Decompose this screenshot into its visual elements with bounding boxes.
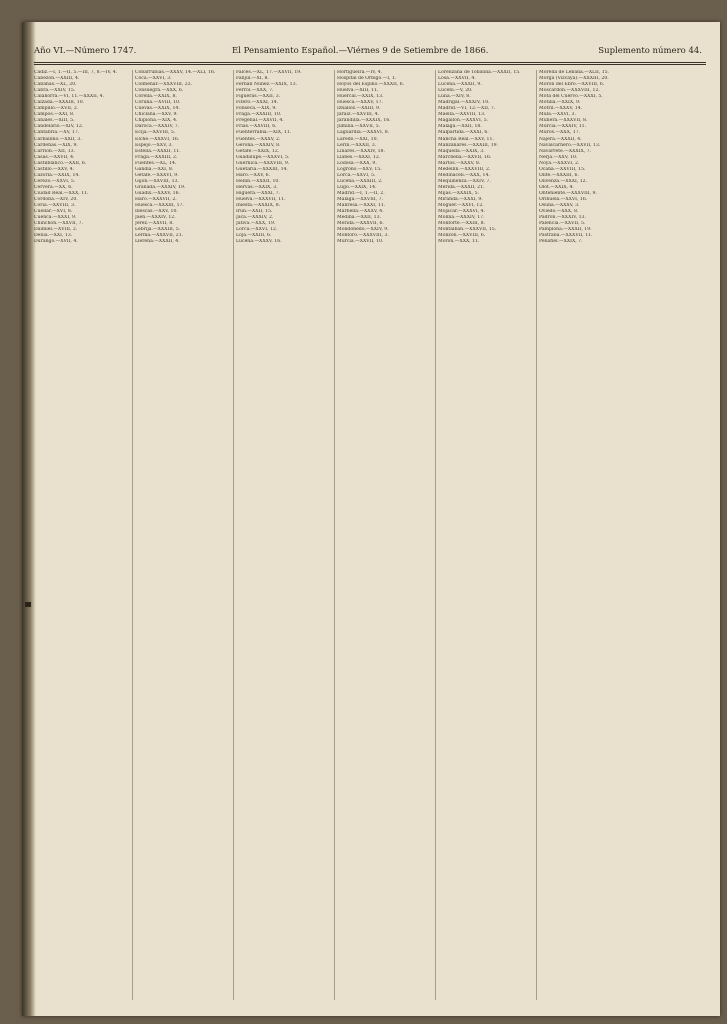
index-entry: Irun.—XXII, 15. bbox=[236, 209, 273, 215]
column-divider bbox=[334, 70, 335, 1000]
index-entry: Cadiz.—I, 1.—II, 5.—III, 7, 8.—IV, 4. bbox=[34, 70, 118, 75]
index-entry: Candelario.—XIV, 12. bbox=[34, 124, 84, 130]
index-entry: Chipiona.—XIX, 4. bbox=[135, 118, 178, 124]
index-entry: Logroño.—XXV, 15. bbox=[337, 166, 382, 172]
index-entry: Coria.—XXVIII, 3. bbox=[34, 203, 76, 209]
index-entry: Marchena.—XXVII, 16. bbox=[438, 154, 492, 160]
index-entry: Madrid.—VI, 12.—XII, 7. bbox=[438, 106, 496, 112]
index-entry: Maella.—XXVIII, 13. bbox=[438, 112, 486, 118]
index-entry: Medellin.—XXXVIII, 2. bbox=[438, 166, 491, 172]
index-entry: Cuellar.—XVI, 8. bbox=[34, 209, 73, 215]
index-entry: Medinaceli.—XXX, 14. bbox=[438, 172, 490, 178]
index-entry: Fraga.—XXXIII, 2. bbox=[135, 154, 178, 160]
index-entry: Madrigal.—XXXIV, 10. bbox=[438, 100, 490, 106]
index-entry: Mijas.—XXXIX, 5. bbox=[438, 190, 479, 196]
index-entry: Colmenar.—XXXVIII, 23. bbox=[135, 82, 193, 88]
index-entry: Ocaña.—XXVIII, 15. bbox=[539, 166, 586, 172]
index-entry: Mondoñedo.—XXIV, 9. bbox=[337, 227, 389, 233]
index-entry: Jarandilla.—XXXIX, 16. bbox=[337, 118, 391, 124]
index-entry: Montoro.—XXXVIII, 3. bbox=[337, 233, 389, 239]
index-entry: Olot.—XXIX, 4. bbox=[539, 184, 574, 190]
index-entry: Morón del Ebro.—XXVIII, 6. bbox=[539, 82, 605, 88]
index-entry: Guernica.—XXXVIII, 9. bbox=[236, 160, 290, 166]
index-column-1 bbox=[34, 70, 130, 1005]
index-entry: Padron.—XXXIV, 13. bbox=[539, 215, 586, 221]
index-entry: Malpartida.—XXXI, 6. bbox=[438, 130, 489, 136]
index-entry: Olivenza.—XXXI, 12. bbox=[539, 178, 588, 184]
index-entry: Fuenterrabia.—XIX, 11. bbox=[236, 130, 292, 136]
index-entry: Orihuela.—XXVI, 16. bbox=[539, 196, 588, 202]
index-entry: Castilblanco.—XXII, 6. bbox=[34, 160, 87, 166]
index-entry: Muros.—XXX, 17. bbox=[539, 130, 581, 136]
index-entry: Morga (Vizcaya).—XXXIII, 20. bbox=[539, 76, 609, 82]
index-entry: Merida.—XXXVII, 6. bbox=[337, 221, 384, 227]
index-entry: Fernan Nuñez.—XXIX, 13. bbox=[236, 82, 297, 88]
index-entry: Gandia.—XXI, 8. bbox=[135, 166, 174, 172]
index-entry: Fuentes.—XXXV, 2. bbox=[236, 136, 281, 142]
index-entry: Luna.—XIV, 8. bbox=[438, 94, 471, 100]
index-entry: Cantabria.—XV, 17. bbox=[34, 130, 80, 136]
index-entry: Peñafiel.—XXIX, 7. bbox=[539, 239, 583, 245]
index-entry: Hoyos del Espino.—XXXII, 6. bbox=[337, 82, 405, 88]
index-entry: Ciudad Real.—XXX, 11. bbox=[34, 190, 89, 196]
index-entry: Cobarrubias.—XXXV, 14.—XLI, 16. bbox=[135, 70, 216, 75]
index-entry: Malaga.—XXII, 18. bbox=[438, 124, 482, 130]
index-entry: Ferrol.—XXX, 7. bbox=[236, 88, 274, 94]
index-entry: Guadix.—XXXV, 16. bbox=[135, 190, 180, 196]
index-entry: Cazorla.—XXIX, 14. bbox=[34, 172, 80, 178]
index-entry: Cordoba.—XIV, 20. bbox=[34, 196, 78, 202]
index-entry: Lugo.—XXIX, 14. bbox=[337, 184, 377, 190]
index-entry: Medina.—XXII, 13. bbox=[337, 215, 381, 221]
index-entry: Figueras.—XXII, 3. bbox=[236, 94, 281, 100]
index-entry: Noya.—XXXVI, 2. bbox=[539, 160, 580, 166]
index-entry: Canales.—XIII, 5. bbox=[34, 118, 75, 124]
index-entry: Jativa.—XXX, 19. bbox=[236, 221, 276, 227]
index-entry: Miranda.—XXXI, 9. bbox=[438, 196, 483, 202]
index-entry: Fitero.—XXXI, 14. bbox=[236, 100, 279, 106]
index-entry: Fregenal.—XXVII, 4. bbox=[236, 118, 284, 124]
index-entry: Magallon.—XXXVI, 5. bbox=[438, 118, 489, 124]
index-entry: Durango.—XVII, 4. bbox=[34, 239, 78, 245]
index-entry: Olite.—XXXIII, 6. bbox=[539, 172, 579, 178]
index-entry: Chiclana.—XXV, 9. bbox=[135, 112, 178, 118]
index-entry: Pastrana.—XXXVII, 11. bbox=[539, 233, 593, 239]
index-entry: Maqueda.—XXIX, 3. bbox=[438, 148, 485, 154]
issue-number: Año VI.—Número 1747. bbox=[34, 46, 137, 56]
index-entry: Osuna.—XXXV, 3. bbox=[539, 203, 580, 209]
index-entry: Jerez.—XXVII, 8. bbox=[135, 221, 174, 227]
index-entry: Huelva.—XXXVII, 11. bbox=[236, 196, 286, 202]
index-entry: Corella.—XXIX, 8. bbox=[135, 94, 177, 100]
index-entry: Mula.—XXVI, 3. bbox=[539, 112, 576, 118]
index-entry: Jaraiz.—XXVIII, 4. bbox=[337, 112, 380, 118]
index-entry: Moron.—XXX, 11. bbox=[438, 239, 480, 245]
index-entry: Fanjul.—XI, 8. bbox=[236, 76, 269, 82]
index-entry: Haro.—XXV, 6. bbox=[236, 172, 271, 178]
index-entry: Laredo.—XXI, 10. bbox=[337, 136, 378, 142]
index-column-6 bbox=[539, 70, 635, 1005]
index-entry: Onteniente.—XXXVIII, 9. bbox=[539, 190, 597, 196]
index-entry: Coruña.—XVIII, 10. bbox=[135, 100, 181, 106]
index-entry: Carrion.—XII, 13. bbox=[34, 148, 76, 154]
index-entry: Granada.—XXXIV, 19. bbox=[135, 184, 186, 190]
index-entry: Llanes.—XXXI, 12. bbox=[337, 154, 381, 160]
index-column-3 bbox=[236, 70, 332, 1005]
index-entry: Mequinenza.—XXIV, 7. bbox=[438, 178, 491, 184]
index-entry: Monforte.—XXIII, 8. bbox=[438, 221, 485, 227]
column-divider bbox=[536, 70, 537, 1000]
index-entry: Martos.—XXXV, 8. bbox=[438, 160, 481, 166]
index-entry: Lerín.—XXXII, 3. bbox=[337, 142, 377, 148]
index-entry: Monzon.—XXVIII, 6. bbox=[438, 233, 486, 239]
index-entry: Fraga.—XXXIII, 10. bbox=[236, 112, 282, 118]
index-entry: Mancha Real.—XXV, 11. bbox=[438, 136, 494, 142]
column-divider bbox=[132, 70, 133, 1000]
index-entry: Daroca.—XXXIV, 7. bbox=[135, 124, 180, 130]
index-entry: Malaga.—XXVIII, 7. bbox=[337, 196, 383, 202]
index-entry: Cervera.—XX, 6. bbox=[34, 184, 73, 190]
index-entry: Casas.—XXVII, 4. bbox=[34, 154, 75, 160]
index-entry: Hellin.—XXXII, 10. bbox=[236, 178, 280, 184]
index-entry: Mojacar.—XXXVI, 4. bbox=[438, 209, 485, 215]
index-entry: Estella.—XXXII, 11. bbox=[135, 148, 181, 154]
index-entry: Gerona.—XXXIV, 8. bbox=[236, 142, 281, 148]
index-entry: Guetaria.—XXXIII, 14. bbox=[236, 166, 288, 172]
index-entry: Huesca.—XXXIII, 17. bbox=[135, 203, 184, 209]
index-entry: Marbella.—XXXV, 4. bbox=[337, 209, 384, 215]
index-entry: Lerma.—XXXVII, 21. bbox=[135, 233, 184, 239]
index-entry: Elche.—XXXVI, 16. bbox=[135, 136, 180, 142]
index-entry: Iznalloz.—XXIII, 9. bbox=[337, 106, 381, 112]
index-entry: Huesca.—XXXV, 17. bbox=[337, 100, 383, 106]
index-entry: Munera.—XXXVII, 8. bbox=[539, 118, 588, 124]
index-entry: Frias.—XXVIII, 6. bbox=[236, 124, 277, 130]
index-entry: Loja.—XXIII, 6. bbox=[236, 233, 272, 239]
index-entry: Fuentes.—XL, 14. bbox=[135, 160, 177, 166]
index-entry: Molina.—XXXIV, 17. bbox=[438, 215, 485, 221]
index-entry: Lucena.—XXXII, 9. bbox=[438, 82, 482, 88]
newspaper-page bbox=[22, 22, 720, 1016]
page-header bbox=[34, 46, 716, 60]
index-entry: Lebrija.—XXXIII, 5. bbox=[135, 227, 181, 233]
index-entry: Jaen.—XXXIV, 12. bbox=[135, 215, 176, 221]
index-entry: Castillo.—XXV, 4. bbox=[34, 166, 74, 172]
index-entry: Murcia.—XXVII, 10. bbox=[337, 239, 384, 245]
index-entry: Moscardón.—XXXVIII, 12. bbox=[539, 88, 600, 94]
index-entry: Lorca.—XXVI, 12. bbox=[236, 227, 278, 233]
column-divider bbox=[233, 70, 234, 1000]
margin-mark bbox=[25, 602, 31, 607]
index-entry: Motilla.—XXIX, 9. bbox=[539, 100, 581, 106]
index-entry: Espejo.—XXV, 3. bbox=[135, 142, 173, 148]
index-entry: Navarrete.—XXXIX, 7. bbox=[539, 148, 592, 154]
index-entry: Lucena.—XXXIII, 2. bbox=[337, 178, 383, 184]
index-entry: Falces.—XL, 17.—XXVII, 19. bbox=[236, 70, 302, 75]
index-entry: Manzanares.—XXXIII, 19. bbox=[438, 142, 499, 148]
index-entry: Lodosa.—XXX, 9. bbox=[337, 160, 377, 166]
index-entry: Lucena.—XXXV, 16. bbox=[236, 239, 282, 245]
index-entry: Laguardia.—XXXVI, 8. bbox=[337, 130, 390, 136]
supplement-number: Suplemento número 44. bbox=[598, 46, 702, 56]
index-entry: Getafe.—XXIX, 12. bbox=[236, 148, 280, 154]
index-column-4 bbox=[337, 70, 433, 1005]
index-entry: Fonseca.—XIX, 9. bbox=[236, 106, 277, 112]
index-entry: Campillo.—XVII, 2. bbox=[34, 106, 79, 112]
index-entry: Madrid.—I, 1.—II, 2. bbox=[337, 190, 385, 196]
index-entry: Navalcarnero.—XXVII, 13. bbox=[539, 142, 601, 148]
index-entry: Motril.—XXXV, 14. bbox=[539, 106, 583, 112]
index-entry: Moguer.—XXVI, 12. bbox=[438, 203, 484, 209]
index-entry: Illescas.—XXV, 10. bbox=[135, 209, 178, 215]
index-entry: Palencia.—XXVII, 5. bbox=[539, 221, 586, 227]
index-entry: Cardenas.—XIX, 9. bbox=[34, 142, 78, 148]
index-entry: Campos.—XXI, 8. bbox=[34, 112, 75, 118]
index-entry: Huelva.—XIII, 11. bbox=[337, 88, 379, 94]
index-entry: Cabañas.—XL, 20. bbox=[34, 82, 77, 88]
header-rule bbox=[34, 62, 706, 65]
index-entry: Gijon.—XXVIII, 13. bbox=[135, 178, 179, 184]
index-entry: Morella de Lebaña.—XLII, 15. bbox=[539, 70, 610, 75]
index-entry: Calzada.—XXXIII, 10. bbox=[34, 100, 85, 106]
index-entry: Lorca.—XXVI, 5. bbox=[337, 172, 376, 178]
index-entry: Hospital de Orbigo.—I, 1. bbox=[337, 76, 397, 82]
index-entry: Huércal.—XXIX, 13. bbox=[337, 94, 384, 100]
index-entry: Jaca.—XXXIV, 2. bbox=[236, 215, 274, 221]
index-entry: Luceni.—V, 20. bbox=[438, 88, 473, 94]
index-entry: Mota del Cuervo.—XXXI, 5. bbox=[539, 94, 603, 100]
index-entry: Getafe.—XXXVI, 9. bbox=[135, 172, 179, 178]
masthead-date: El Pensamiento Español.—Viérnes 9 de Setiembre de 1866. bbox=[232, 46, 489, 56]
column-divider bbox=[435, 70, 436, 1000]
index-entry: Losa.—XXVII, 4. bbox=[438, 76, 476, 82]
index-entry: Murcia.—XXXIV, 11. bbox=[539, 124, 587, 130]
index-entry: Cabezon.—XXIII, 4. bbox=[34, 76, 80, 82]
index-column-5 bbox=[438, 70, 534, 1005]
index-entry: Cabra.—XXIV, 15. bbox=[34, 88, 76, 94]
index-entry: Llerena.—XXXII, 4. bbox=[135, 239, 180, 245]
index-entry: Nerja.—XXV, 10. bbox=[539, 154, 578, 160]
index-column-2 bbox=[135, 70, 231, 1005]
index-entry: Coca.—XXVI, 3. bbox=[135, 76, 172, 82]
index-entry: Calahorra.—VI, 11.—XXXII, 4. bbox=[34, 94, 105, 100]
index-entry: Denia.—XXI, 13. bbox=[34, 233, 73, 239]
index-entry: Hervas.—XXIX, 3. bbox=[236, 184, 278, 190]
index-entry: Cerezo.—XXVI, 5. bbox=[34, 178, 76, 184]
index-entry: Cuevas.—XXIX, 14. bbox=[135, 106, 180, 112]
index-entry: Haro.—XXXVII, 2. bbox=[135, 196, 177, 202]
index-entry: Chinchon.—XXVII, 7. bbox=[34, 221, 84, 227]
index-entry: Daimiel.—XVIII, 2. bbox=[34, 227, 78, 233]
index-entry: Pamplona.—XXXII, 19. bbox=[539, 227, 592, 233]
index-entry: Nájera.—XXXII, 4. bbox=[539, 136, 582, 142]
index-entry: Consuegra.—XXX, 6. bbox=[135, 88, 184, 94]
index-entry: Mérida.—XXXII, 21. bbox=[438, 184, 485, 190]
index-entry: Manresa.—XXXI, 11. bbox=[337, 203, 386, 209]
index-entry: Lorenzana de Tobalina.—XXXII, 15. bbox=[438, 70, 521, 75]
index-entry: Linares.—XXXIV, 18. bbox=[337, 148, 385, 154]
index-entry: Hortigueira.—IV, 4. bbox=[337, 70, 382, 75]
index-entry: Iniesta.—XXXIX, 8. bbox=[236, 203, 281, 209]
index-entry: Oviedo.—XXX, 8. bbox=[539, 209, 579, 215]
index-entry: Carballino.—XXII, 3. bbox=[34, 136, 82, 142]
index-entry: Guadalupe.—XXXVI, 5. bbox=[236, 154, 290, 160]
index-entry: Cuenca.—XXXI, 9. bbox=[34, 215, 77, 221]
index-entry: Jumilla.—XXVII, 5. bbox=[337, 124, 381, 130]
index-entry: Ecija.—XXVIII, 5. bbox=[135, 130, 176, 136]
index-entry: Higuera.—XXXI, 7. bbox=[236, 190, 281, 196]
index-entry: Montalban.—XXXVII, 15. bbox=[438, 227, 497, 233]
